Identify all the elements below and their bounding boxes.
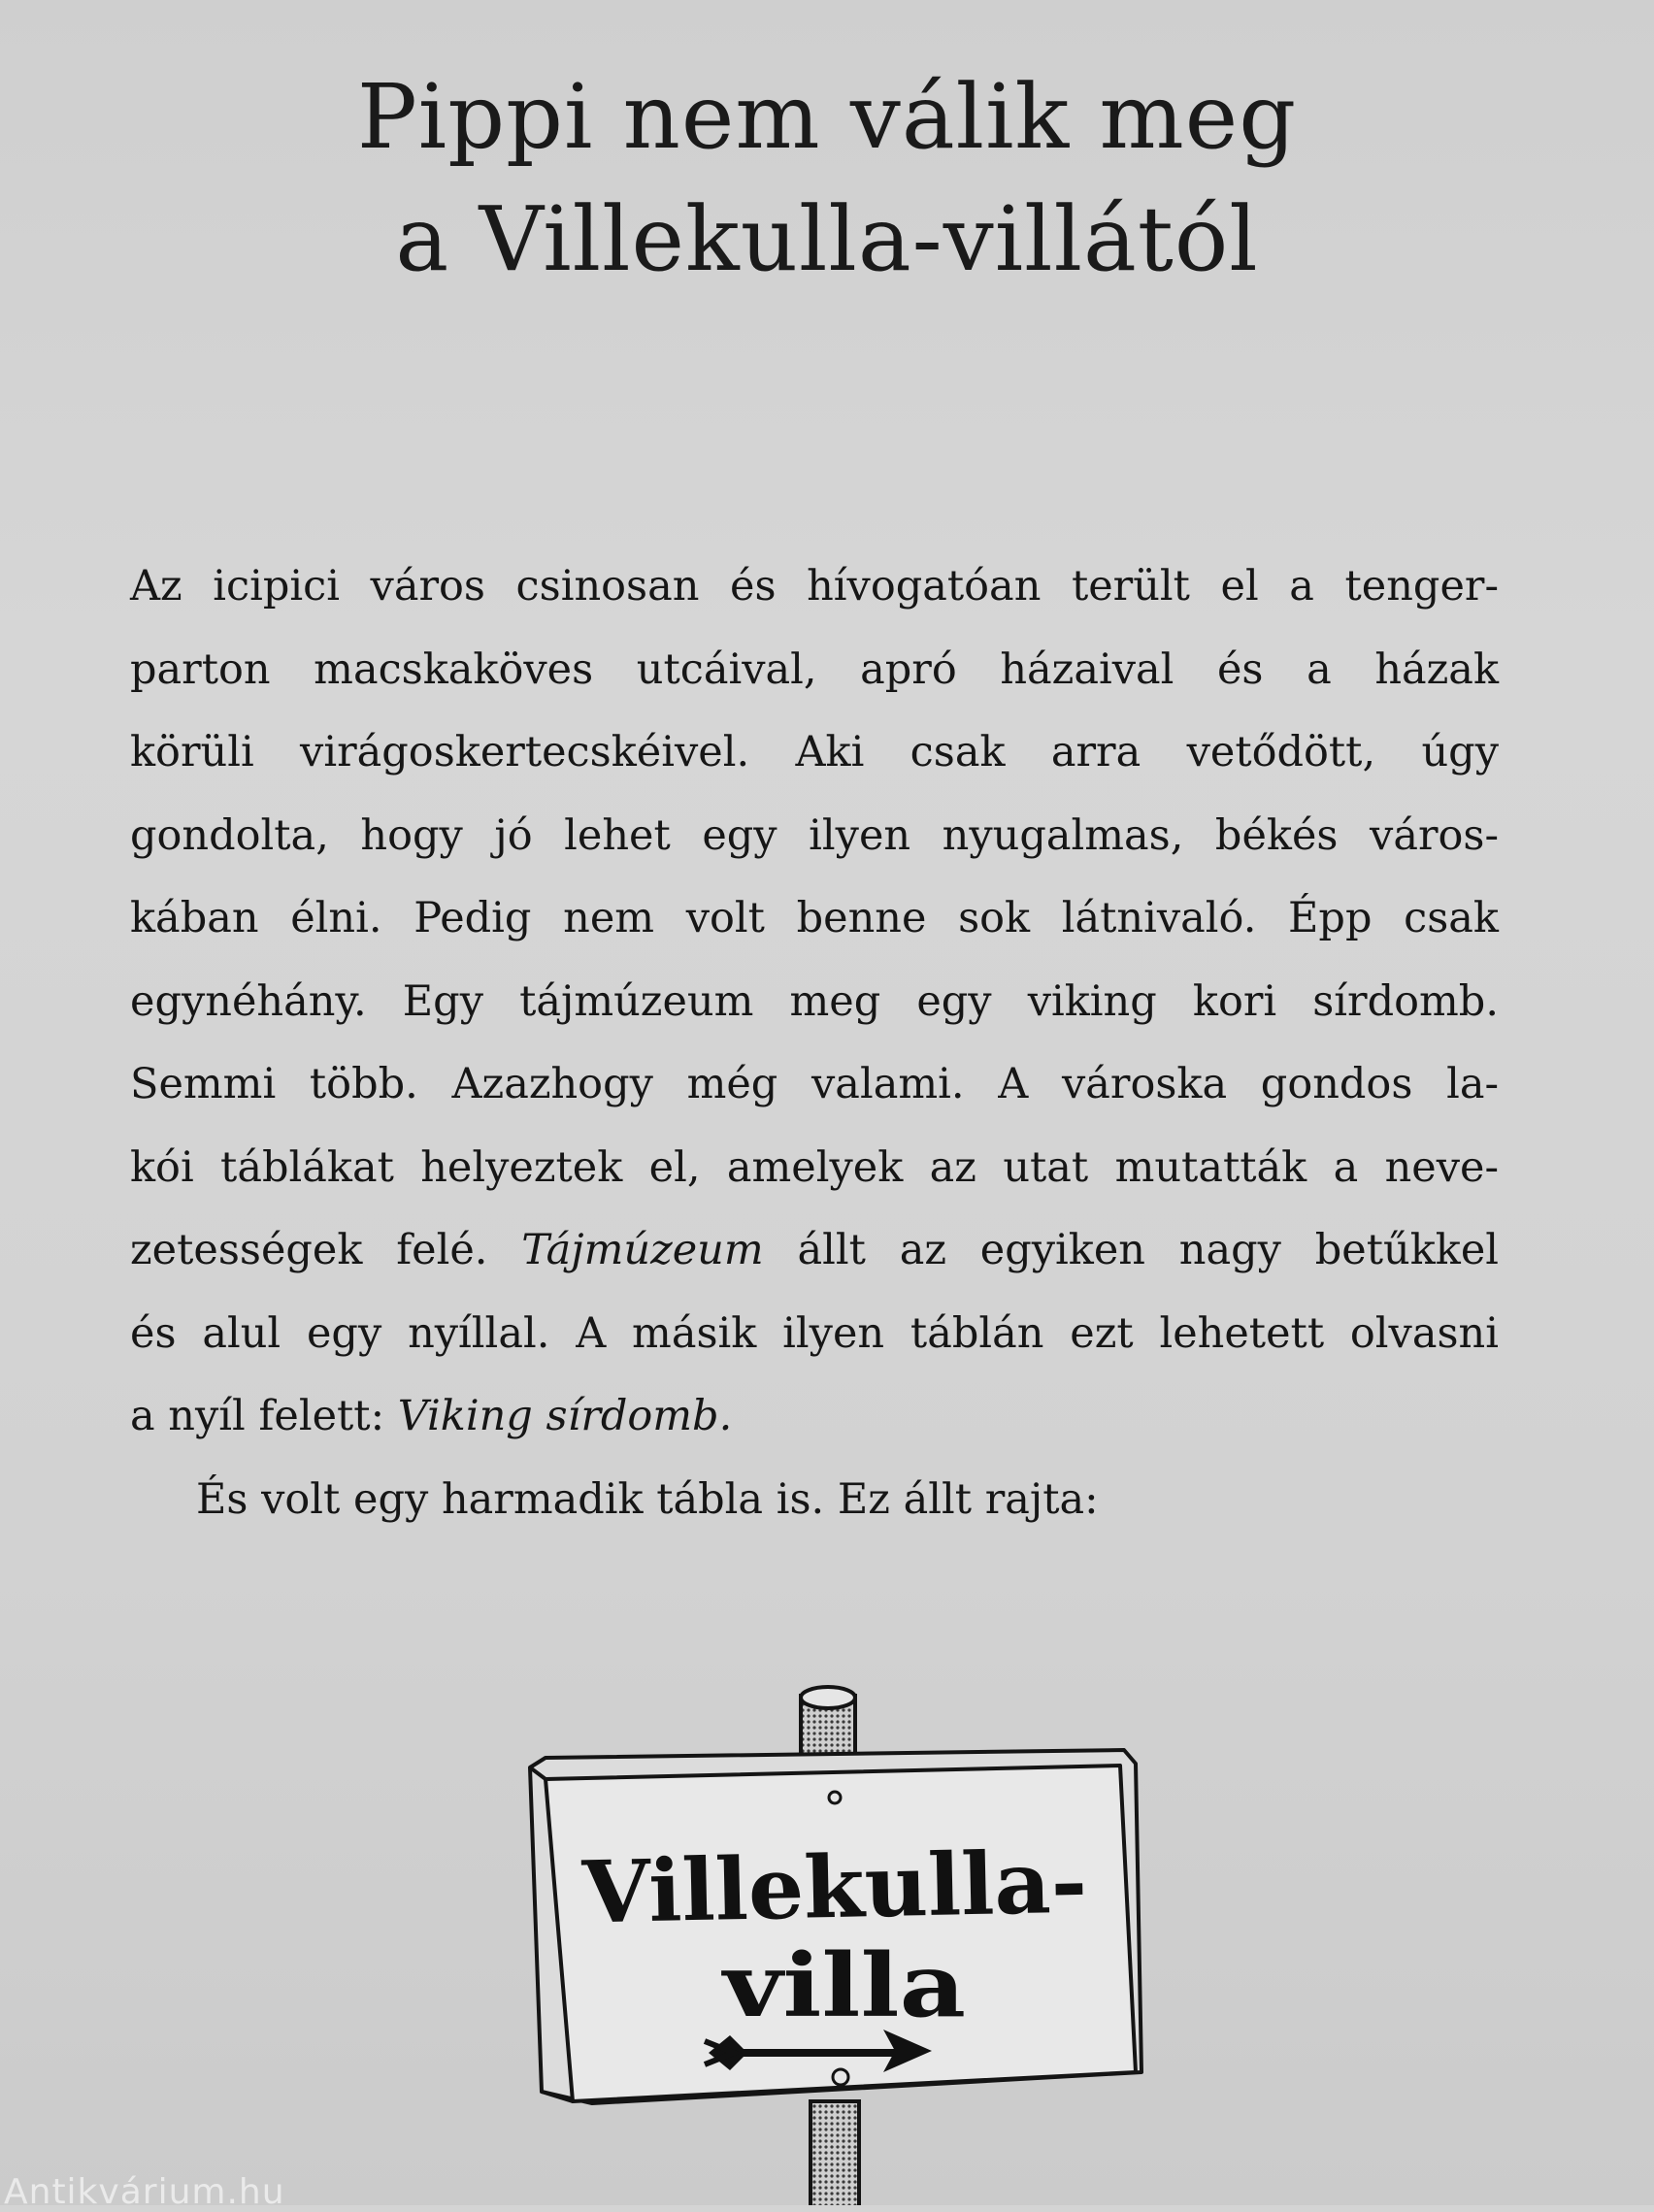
chapter-title-line-1: Pippi nem válik meg <box>356 65 1298 169</box>
text-line: egynéhány. Egy tájmúzeum meg egy viking kori sírdomb. <box>130 976 1499 1026</box>
text-line <box>130 1209 1499 1293</box>
villekulla-sign-illustration <box>514 1684 1165 2205</box>
text-line: Az icipici város csinosan és hívogatóan terült el a tenger- <box>130 562 1499 611</box>
text-line: kában élni. Pedig nem volt benne sok látnivaló. Épp csak <box>130 894 1499 942</box>
text-line: és alul egy nyíllal. A másik ilyen táblán ezt lehetett olvasni <box>130 1308 1499 1358</box>
text-line: gondolta, hogy jó lehet egy ilyen nyugalmas, békés város- <box>130 810 1499 860</box>
text-line: Semmi több. Azazhogy még valami. A városka gondos la- <box>130 1060 1499 1108</box>
watermark: Antikvárium.hu <box>4 2172 285 2212</box>
signpost-bottom <box>810 2101 859 2205</box>
paragraph-2: És volt egy harmadik tábla is. Ez állt rajta: <box>196 1474 1099 1524</box>
text-line: körüli virágoskertecskéivel. Aki csak arra vetődött, úgy <box>130 728 1499 776</box>
text-line <box>130 1375 1499 1459</box>
italic-sign-name: Tájmúzeum <box>521 1226 764 1274</box>
text-segment: a nyíl felett: <box>130 1392 385 1440</box>
sign-text-line-1: Villekulla- <box>580 1831 1077 1943</box>
sign-text-line-2: villa <box>720 1934 966 2037</box>
text-line: kói táblákat helyeztek el, amelyek az utat mutatták a neve- <box>130 1142 1499 1192</box>
text-line: parton macskaköves utcáival, apró házaival és a házak <box>130 644 1499 694</box>
italic-sign-name: Viking sírdomb. <box>397 1392 733 1440</box>
text-segment: zetességek felé. <box>130 1226 488 1274</box>
text-segment: állt az egyiken nagy betűkkel <box>797 1226 1500 1274</box>
chapter-body <box>130 545 1499 1541</box>
chapter-title-line-2: a Villekulla-villától <box>395 187 1259 291</box>
chapter-title <box>0 56 1654 301</box>
